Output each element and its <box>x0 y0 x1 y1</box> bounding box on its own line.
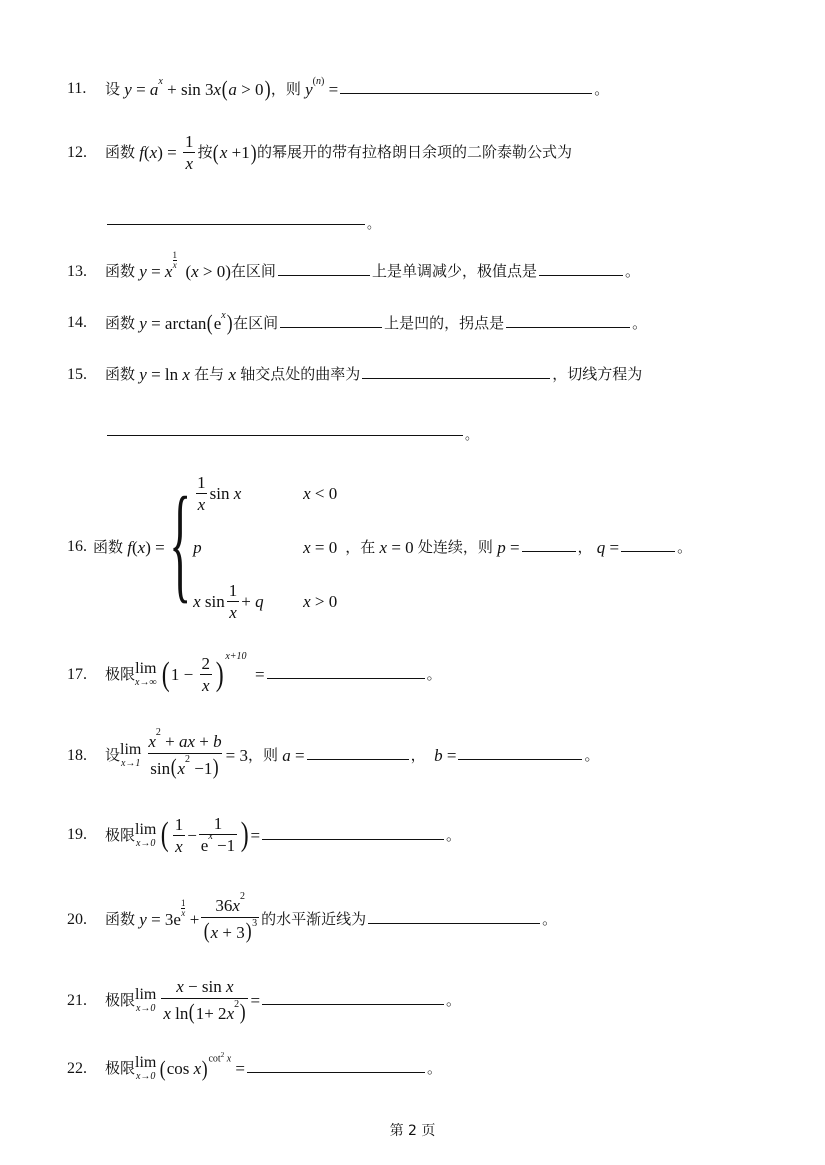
question-number: 17. <box>67 665 87 683</box>
answer-blank[interactable] <box>458 759 582 760</box>
limit: lim x→∞ <box>135 660 157 688</box>
answer-blank[interactable] <box>539 275 623 276</box>
answer-blank[interactable] <box>262 839 444 840</box>
question-12: 12. 函数 f ( x ) = $\frac{1}{x}$ 按 ( x +1 ) 的幂展开的带有拉格朗日余项的二阶泰勒公式为 <box>67 132 573 173</box>
answer-blank[interactable] <box>522 551 576 552</box>
limit: lim x→0 <box>135 820 157 849</box>
fraction: $\frac{\text{x − sin x}}{x \ln(1+ 2x^2)}$ <box>161 978 248 1023</box>
question-19: 19. 极限 lim x→0 ( $\frac{1}{x}$ − $\frac{1}{e^x -1}$ ) = 。 <box>67 814 462 856</box>
question-21: 21. 极限 lim x→0 $\frac{\text{x − sin x}}{x \ln(1+ 2x^2)}$ = 。 <box>67 977 462 1024</box>
answer-blank[interactable] <box>107 435 463 436</box>
limit: lim x→1 <box>120 741 142 769</box>
fraction: $\frac{36x^2}{(x + 3)^3}$ <box>201 897 259 942</box>
left-brace: { <box>169 471 191 615</box>
question-number: 22. <box>67 1059 87 1077</box>
question-number: 16. <box>67 538 87 555</box>
page-footer: 第 2 页 <box>389 1123 436 1139</box>
answer-blank[interactable] <box>267 678 425 679</box>
question-number: 12. <box>67 143 87 161</box>
answer-blank[interactable] <box>107 224 365 225</box>
question-20: 20. 函数 y = 3e $^{\frac{1}{x}}$ + $\frac{36x^2}{(x + 3)^3}$ 的水平渐近线为 。 <box>67 890 558 943</box>
question-14: 14. 函数 y = arctan ( e $^x$ ) 在区间 上是凹的，拐点是 。 <box>67 310 648 335</box>
limit: lim x→0 <box>135 986 157 1014</box>
question-number: 11. <box>67 80 87 97</box>
question-number: 14. <box>67 314 87 331</box>
question-13: 13. 函数 y = x $^{\frac{1}{x}}$ ( x > 0) 在区间 上是单调减少，极值点是 。 <box>67 250 640 281</box>
answer-blank[interactable] <box>340 93 592 94</box>
question-11: 11. 设 y = a $^x$ + sin 3 x ( a > 0 ) ，则 y $^{(n )}$ = 。 <box>67 76 610 101</box>
question-22: 22. 极限 lim x→0 ( cos x ) $^{cot^2 x}$ = 。 <box>67 1051 443 1082</box>
question-number: 18. <box>67 746 87 764</box>
answer-blank[interactable] <box>368 923 540 924</box>
piecewise-cases: $\frac{1}{x}$ sin x x < 0 p x = 0 x sin $\frac{1}{x}$ + q x > 0 <box>193 472 338 622</box>
answer-blank[interactable] <box>506 327 630 328</box>
answer-blank[interactable] <box>278 275 370 276</box>
question-18: 18. 设 lim x→1 $\frac{x^2 + ax + b}{\sin(x^2 -1)}$ = 3 ，则 a = ， b = 。 <box>67 726 600 779</box>
answer-blank[interactable] <box>307 759 409 760</box>
question-number: 13. <box>67 262 87 280</box>
limit: lim x→0 <box>135 1054 157 1082</box>
question-number: 19. <box>67 826 87 843</box>
answer-blank[interactable] <box>247 1072 425 1073</box>
question-17: 17. 极限 lim x→∞ ( 1 − $\frac{2}{x}$ ) $^{x+10}$ = 。 <box>67 650 442 695</box>
question-15: 15. 函数 y = ln x 在与 x 轴交点处的曲率为 ，切线方程为 <box>67 365 643 384</box>
question-number: 15. <box>67 365 87 383</box>
fraction: $\frac{1}{x}$ <box>184 132 194 173</box>
formula: y <box>120 79 132 99</box>
answer-blank[interactable] <box>262 1004 444 1005</box>
answer-blank[interactable] <box>621 551 675 552</box>
question-number: 20. <box>67 910 87 928</box>
answer-blank[interactable] <box>280 327 382 328</box>
fraction: $\frac{x^2 + ax + b}{\sin(x^2 -1)}$ <box>148 726 222 779</box>
question-16: 16. 函数 f ( x ) = { $\frac{1}{x}$ sin x x < 0 p x = 0 x sin $\frac{1}{x}$ + q x > 0 ，在 x = 0 处连续，则 p = ， q = 。 <box>67 471 693 622</box>
question-number: 21. <box>67 991 87 1009</box>
answer-blank[interactable] <box>362 378 550 379</box>
